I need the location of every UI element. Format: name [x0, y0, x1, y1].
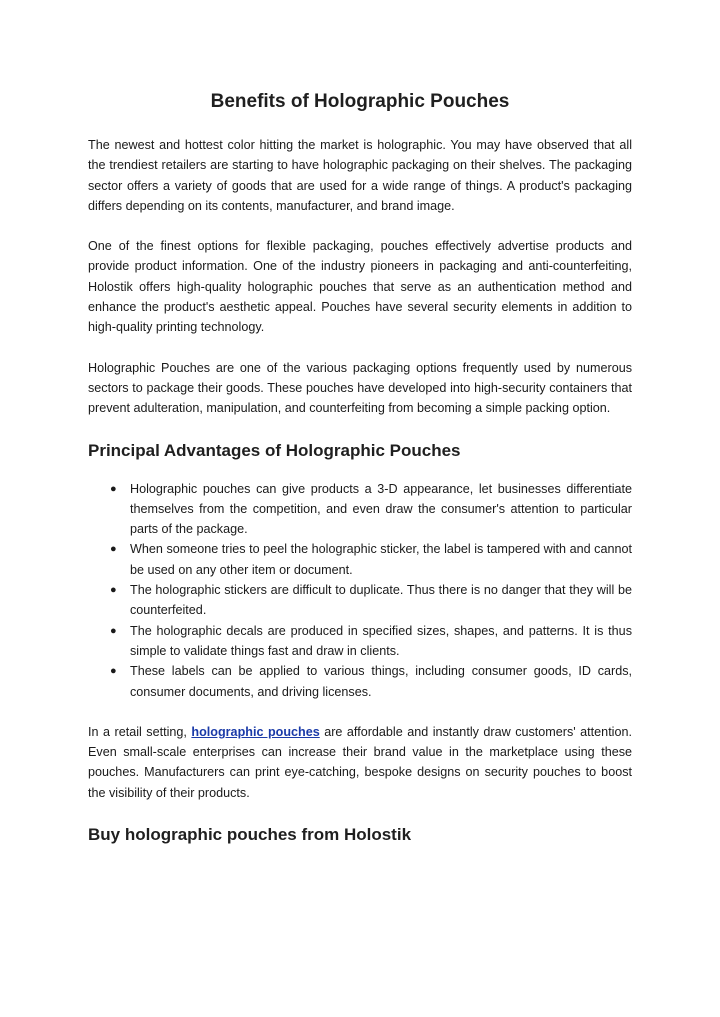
list-item-text: Holographic pouches can give products a 3-D appearance, let businesses differentiate themselves from the competition, and even draw the consumer's attention to particular parts of the package.	[130, 481, 632, 537]
holographic-pouches-link[interactable]: holographic pouches	[191, 724, 320, 739]
advantages-list	[88, 479, 632, 702]
bullet-icon: ●	[110, 584, 117, 597]
list-item	[88, 539, 632, 580]
bullet-icon: ●	[110, 482, 117, 495]
paragraph-intro: The newest and hottest color hitting the market is holographic. You may have observed that all the trendiest retailers are starting to have holographic packaging on their shelves. The packaging sector offers a variety of goods that are used for a wide range of things. A product's packaging differs depending on its contents, manufacturer, and brand image.	[88, 138, 632, 213]
list-item-text: When someone tries to peel the holographic sticker, the label is tampered with and cannot be used on any other item or document.	[130, 542, 632, 577]
paragraph-text-after-link: are affordable and instantly draw customers' attention. Even small-scale enterprises can increase their brand value in the marketplace using these pouches. Manufacturers can print eye-catching, bespoke designs on security pouches to boost the visibility of their products.	[88, 724, 632, 800]
heading-buy-holostik: Buy holographic pouches from Holostik	[88, 825, 412, 845]
list-item	[88, 479, 632, 540]
list-item-text: These labels can be applied to various things, including consumer goods, ID cards, consumer documents, and driving licenses.	[130, 664, 632, 699]
list-item-text: The holographic decals are produced in specified sizes, shapes, and patterns. It is thus simple to validate things fast and draw in clients.	[130, 623, 632, 658]
paragraph-text-before-link: In a retail setting,	[88, 724, 192, 739]
heading-principal-advantages: Principal Advantages of Holographic Pouches	[88, 440, 461, 460]
bullet-icon: ●	[110, 665, 117, 678]
list-item	[88, 661, 632, 702]
paragraph-flexible-packaging: One of the finest options for flexible packaging, pouches effectively advertise products and provide product information. One of the industry pioneers in packaging and anti-counterfeiting, Holostik offers high-quality holographic pouches that serve as an authentication method and enhance the product's aesthetic appeal. Pouches have several security elements in addition to high-quality printing technology.	[88, 239, 632, 335]
document-page	[88, 0, 632, 847]
page-title: Benefits of Holographic Pouches	[210, 91, 510, 112]
list-item	[88, 580, 632, 621]
bullet-icon: ●	[110, 543, 117, 556]
paragraph-retail-setting	[88, 722, 632, 803]
list-item	[88, 621, 632, 662]
paragraph-holographic-pouches: Holographic Pouches are one of the various packaging options frequently used by numerous sectors to package their goods. These pouches have developed into high-security containers that prevent adulteration, manipulation, and counterfeiting from becoming a simple packing option.	[88, 360, 632, 416]
list-item-text: The holographic stickers are difficult to duplicate. Thus there is no danger that they will be counterfeited.	[130, 583, 632, 618]
bullet-icon: ●	[110, 624, 117, 637]
